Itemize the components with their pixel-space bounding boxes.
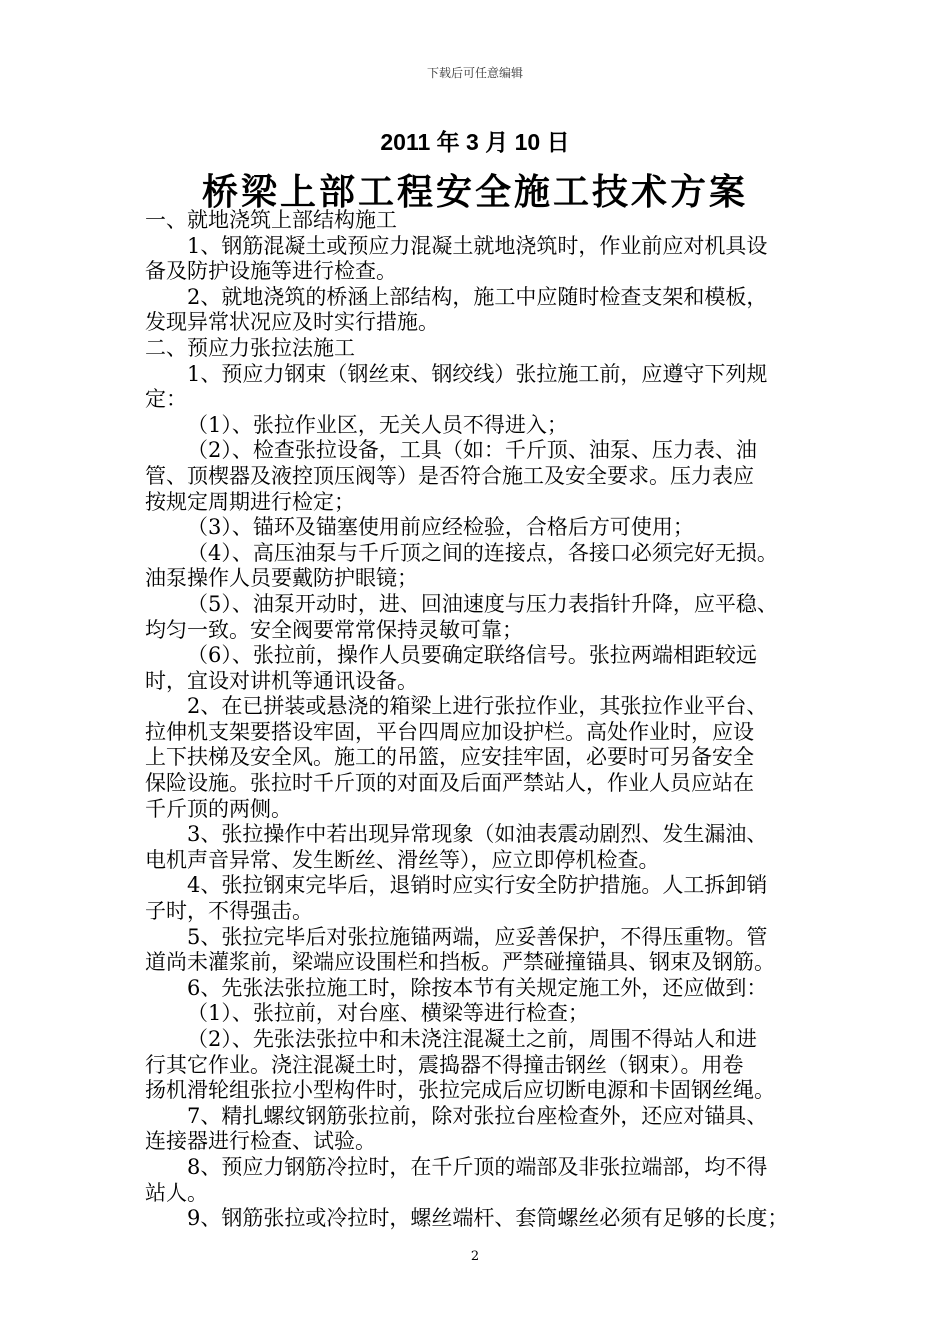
body-line: 4、张拉钢束完毕后，退销时应实行安全防护措施。人工拆卸销 bbox=[187, 873, 768, 898]
body-line: 1、钢筋混凝土或预应力混凝土就地浇筑时，作业前应对机具设 bbox=[187, 233, 768, 258]
body-line: 按规定周期进行检定； bbox=[145, 489, 355, 514]
body-line: 9、钢筋张拉或冷拉时，螺丝端杆、套筒螺丝必须有足够的长度； bbox=[187, 1206, 789, 1231]
body-line: 2、就地浇筑的桥涵上部结构，施工中应随时检查支架和模板， bbox=[187, 284, 768, 309]
body-line: 千斤顶的两侧。 bbox=[145, 796, 292, 821]
body-line: 发现异常状况应及时实行措施。 bbox=[145, 310, 439, 335]
body-line: 子时，不得强击。 bbox=[145, 899, 313, 924]
body-line: 8、预应力钢筋冷拉时，在千斤顶的端部及非张拉端部，均不得 bbox=[187, 1154, 768, 1179]
body-line: 扬机滑轮组张拉小型构件时，张拉完成后应切断电源和卡固钢丝绳。 bbox=[145, 1078, 775, 1103]
body-line: 管、顶楔器及液控顶压阀等）是否符合施工及安全要求。压力表应 bbox=[145, 463, 754, 488]
body-line: 站人。 bbox=[145, 1180, 208, 1205]
body-line: （2）、检查张拉设备，工具（如：千斤顶、油泵、压力表、油 bbox=[187, 438, 757, 463]
body-line: 5、张拉完毕后对张拉施锚两端，应妥善保护，不得压重物。管 bbox=[187, 924, 768, 949]
body-line: （3）、锚环及锚塞使用前应经检验，合格后方可使用； bbox=[187, 515, 694, 540]
document-date: 2011 年 3 月 10 日 bbox=[380, 129, 570, 155]
body-line: （1）、张拉前，对台座、横梁等进行检查； bbox=[187, 1001, 589, 1026]
body-line: 保险设施。张拉时千斤顶的对面及后面严禁站人，作业人员应站在 bbox=[145, 771, 754, 796]
body-line: 3、张拉操作中若出现异常现象（如油表震动剧烈、发生漏油、 bbox=[187, 822, 768, 847]
body-line: 拉伸机支架要搭设牢固，平台四周应加设护栏。高处作业时，应设 bbox=[145, 719, 754, 744]
body-line: 行其它作业。浇注混凝土时，震捣器不得撞击钢丝（钢束）。用卷 bbox=[145, 1052, 744, 1077]
body-line: 一、就地浇筑上部结构施工 bbox=[145, 208, 397, 232]
body-line: 定： bbox=[145, 387, 187, 412]
body-line: 油泵操作人员要戴防护眼镜； bbox=[145, 566, 418, 591]
body-line: 时，宜设对讲机等通讯设备。 bbox=[145, 668, 418, 693]
body-line: （2）、先张法张拉中和未浇注混凝土之前，周围不得站人和进 bbox=[187, 1027, 757, 1051]
body-line: 电机声音异常、发生断丝、滑丝等），应立即停机检查。 bbox=[145, 847, 660, 872]
body-line: （6）、张拉前，操作人员要确定联络信号。张拉两端相距较远 bbox=[187, 643, 757, 668]
body-line: 1、预应力钢束（钢丝束、钢绞线）张拉施工前，应遵守下列规 bbox=[187, 361, 768, 386]
body-line: 备及防护设施等进行检查。 bbox=[145, 259, 397, 284]
body-line: 2、在已拼装或悬浇的箱梁上进行张拉作业，其张拉作业平台、 bbox=[187, 694, 768, 719]
document-body bbox=[145, 208, 810, 1232]
body-line: （1）、张拉作业区，无关人员不得进入； bbox=[187, 412, 568, 437]
document-title: 桥梁上部工程安全施工技术方案 bbox=[201, 172, 748, 213]
body-line: 二、预应力张拉法施工 bbox=[145, 335, 355, 360]
body-line: 连接器进行检查、试验。 bbox=[145, 1129, 376, 1154]
body-line: 7、精扎螺纹钢筋张拉前，除对张拉台座检查外，还应对锚具、 bbox=[187, 1103, 768, 1128]
body-line: 道尚未灌浆前，梁端应设围栏和挡板。严禁碰撞锚具、钢束及钢筋。 bbox=[145, 950, 775, 975]
body-line: （4）、高压油泵与千斤顶之间的连接点，各接口必须完好无损。 bbox=[187, 540, 778, 565]
header-note: 下载后可任意编辑 bbox=[426, 66, 523, 80]
body-line: 6、先张法张拉施工时，除按本节有关规定施工外，还应做到： bbox=[187, 975, 768, 1000]
body-line: 均匀一致。安全阀要常常保持灵敏可靠； bbox=[145, 617, 523, 642]
body-line: （5）、油泵开动时，进、回油速度与压力表指针升降，应平稳、 bbox=[187, 591, 778, 616]
body-line: 上下扶梯及安全风。施工的吊篮，应安挂牢固，必要时可另备安全 bbox=[145, 745, 754, 770]
page-number: 2 bbox=[470, 1249, 480, 1264]
